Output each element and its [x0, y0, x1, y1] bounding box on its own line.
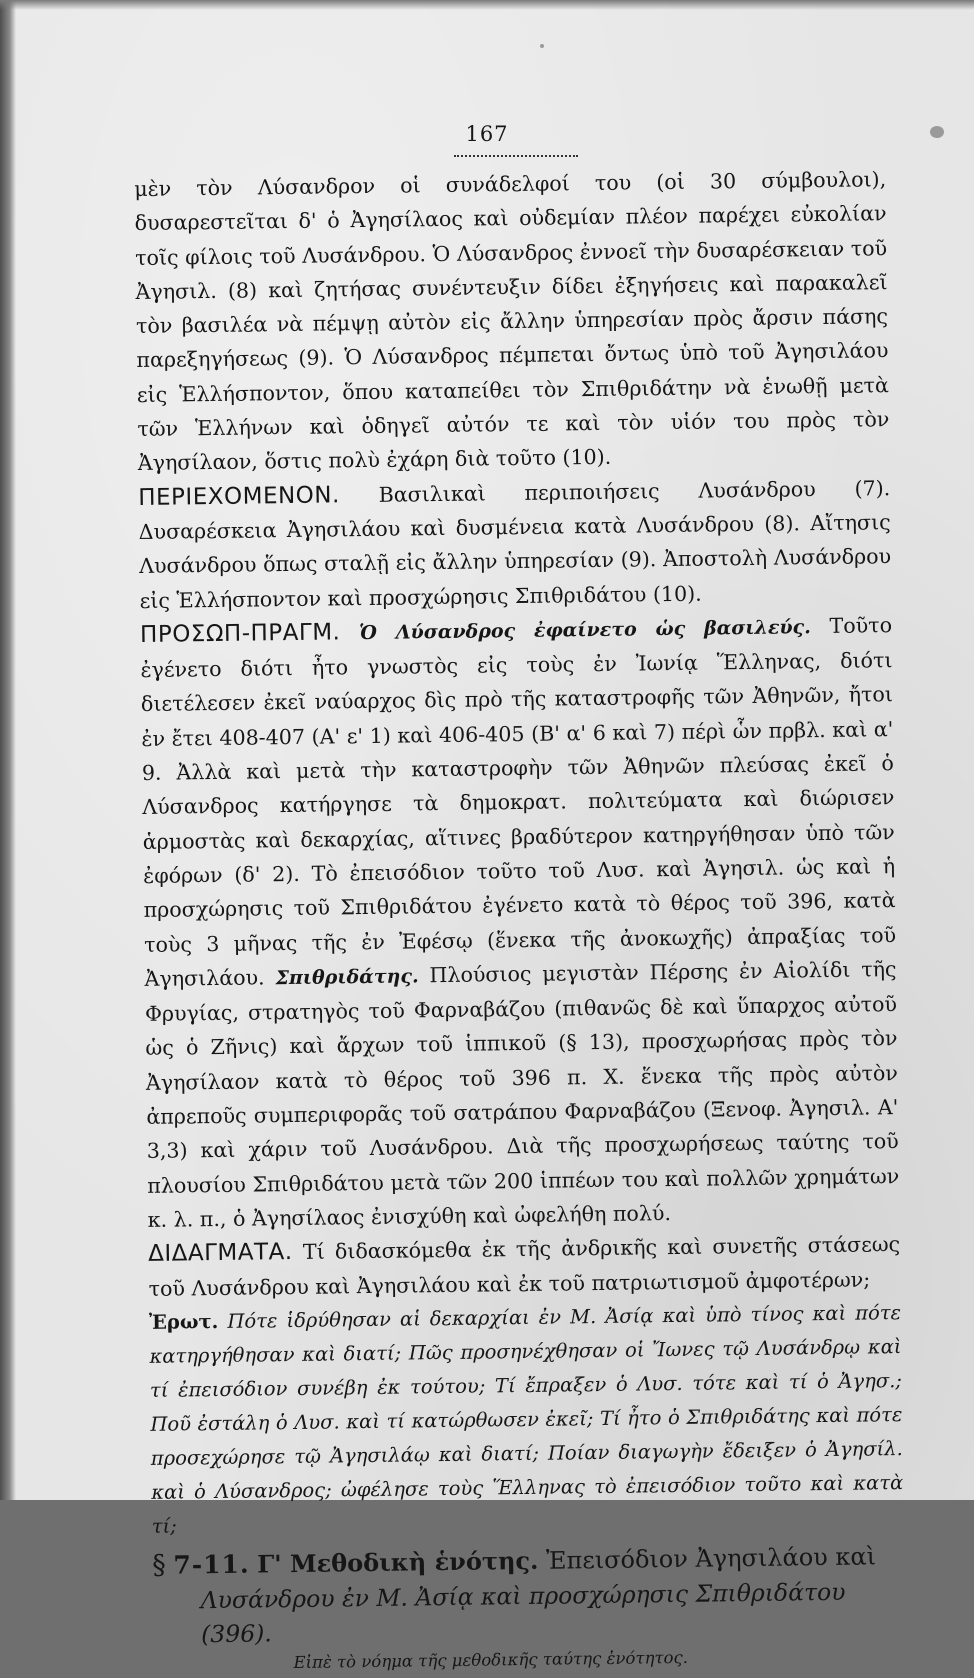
didagmata-text: Τί διδασκόμεθα ἐκ τῆς ἀνδρικῆς καὶ συνετῆς στάσεως τοῦ Λυσάνδρου καὶ Ἀγησιλάου καὶ ἐκ τοῦ πατριωτισμοῦ ἀμφοτέρων;	[148, 1232, 901, 1301]
text-block	[134, 162, 906, 1678]
paragraph-questions	[149, 1296, 904, 1544]
prosopo-text-2: Πλούσιος μεγιστὰν Πέρσης ἐν Αἰολίδι τῆς Φρυγίας, στρατηγὸς τοῦ Φαρναβάζου (πιθανῶς δὲ καὶ ὕπαρχος αὐτοῦ ὡς ὁ Ζῆνις) καὶ ἄρχων τοῦ ἱππικοῦ (§ 13), προσχωρήσας πρὸς τὸν Ἀγησίλαον κατὰ τὸ θέρος τοῦ 396 π. Χ. ἕνεκα τῆς πρὸς αὐτὸν ἀπρεποῦς συμπεριφορᾶς τοῦ σατράπου Φαρναβάζου (Ξενοφ. Ἀγησιλ. Α' 3,3) καὶ χάριν τοῦ Λυσάνδρου. Διὰ τῆς προσχωρήσεως ταύτης τοῦ πλουσίου Σπιθριδάτου μετὰ τῶν 200 ἱππέων του καὶ πολλῶν χρημάτων κ. λ. π., ὁ Ἀγησίλαος ἐνισχύθη καὶ ὠφελήθη πολύ.	[144, 956, 900, 1232]
prosopo-text-1: Τοῦτο ἐγένετο διότι ἦτο γνωστὸς εἰς τοὺς ἐν Ἰωνίᾳ Ἕλληνας, διότι διετέλεσεν ἐκεῖ ναύαρχος δὶς πρὸ τῆς καταστροφῆς τῶν Ἀθηνῶν, ἤτοι ἐν ἔτει 408-407 (Α' ε' 1) καὶ 406-405 (Β' α' 6 καὶ 7) πέρὶ ὧν πρβλ. καὶ α' 9. Ἀλλὰ καὶ μετὰ τὴν καταστροφὴν τῶν Ἀθηνῶν πλεύσας ἐκεῖ ὁ Λύσανδρος κατήργησε τὰ δημοκρατ. πολιτεύματα καὶ διώρισεν ἁρμοστὰς καὶ δεκαρχίας, αἵτινες βραδύτερον κατηργήθησαν ὑπὸ τῶν ἐφόρων (δ' 2). Τὸ ἐπεισόδιον τοῦτο τοῦ Λυσ. καὶ Ἀγησιλ. ὡς καὶ ἡ προσχώρησις τοῦ Σπιθριδάτου ἐγένετο κατὰ τὸ θέρος τοῦ 396, κατὰ τοὺς 3 μῆνας τῆς ἐν Ἐφέσῳ (ἕνεκα τῆς ἀνοκωχῆς) ἀπραξίας τοῦ Ἀγησιλάου.	[140, 612, 897, 991]
paragraph-intro: μὲν τὸν Λύσανδρον οἱ συνάδελφοί του (οἱ 30 σύμβουλοι), δυσαρεστεῖται δ' ὁ Ἀγησίλαος καὶ οὐδεμίαν πλέον παρέχει εὐκολίαν τοῖς φίλοις τοῦ Λυσάνδρου. Ὁ Λύσανδρος ἐννοεῖ τὴν δυσαρέσκειαν τοῦ Ἀγησιλ. (8) καὶ ζητήσας συνέντευξιν δίδει ἐξηγήσεις καὶ παρακαλεῖ τὸν βασιλέα νὰ πέμψῃ αὐτὸν εἰς ἄλλην ὑπηρεσίαν πρὸς ἄρσιν πάσης παρεξηγήσεως (9). Ὁ Λύσανδρος πέμπεται ὄντως ὑπὸ τοῦ Ἀγησιλάου εἰς Ἑλλήσποντον, ὅπου καταπείθει τὸν Σπιθριδάτην νὰ ἑνωθῇ μετὰ τῶν Ἑλλήνων καὶ ὁδηγεῖ αὐτόν τε καὶ τὸν υἱόν του πρὸς τὸν Ἀγησίλαον, ὅστις πολὺ ἐχάρη διὰ τοῦτο (10).	[134, 167, 890, 476]
section-number: 7-11.	[173, 1549, 250, 1580]
section-unit: Γ' Μεθοδικὴ ἑνότης.	[257, 1545, 539, 1579]
periexomenon-text: Βασιλικαὶ περιποιήσεις Λυσάνδρου (7). Δυσαρέσκεια Ἀγησιλάου καὶ δυσμένεια κατὰ Λυσάνδρου (8). Αἴτησις Λυσάνδρου ὅπως σταλῇ εἰς ἄλλην ὑπηρεσίαν (9). Ἀποστολὴ Λυσάνδρου εἰς Ἑλλήσποντον καὶ προσχώρησις Σπιθριδάτου (10).	[138, 475, 892, 613]
paragraph-periexomenon	[138, 471, 892, 618]
page-number: 167	[465, 122, 509, 146]
heading-prosopo-pragm: ΠΡΟΣΩΠ-ΠΡΑΓΜ.	[139, 619, 341, 648]
paragraph-didagmata	[148, 1227, 901, 1305]
questions-text: Πότε ἱδρύθησαν αἱ δεκαρχίαι ἐν Μ. Ἀσίᾳ καὶ ὑπὸ τίνος καὶ πότε κατηργήθησαν καὶ διατί; Πῶς προσηνέχθησαν οἱ Ἴωνες τῷ Λυσάνδρῳ καὶ τί ἐπεισόδιον συνέβη ἐκ τούτου; Τί ἔπραξεν ὁ Λυσ. τότε καὶ τί ὁ Ἀγησ.; Ποῦ ἐστάλη ὁ Λυσ. καὶ τί κατώρθωσεν ἐκεῖ; Τί ἦτο ὁ Σπιθριδάτης καὶ πότε προσεχώρησε τῷ Ἀγησιλάῳ καὶ διατί; Ποίαν διαγωγὴν ἔδειξεν ὁ Ἀγησίλ. καὶ ὁ Λύσανδρος; ὠφέλησε τοὺς Ἕλληνας τὸ ἐπεισόδιον τοῦτο καὶ κατὰ τί;	[149, 1300, 904, 1538]
section-title-line-1: Ἐπεισόδιον Ἀγησιλάου καὶ	[538, 1542, 877, 1575]
paper-speck	[540, 44, 544, 48]
section-title-line-2: Λυσάνδρου ἐν Μ. Ἀσίᾳ καὶ προσχώρησις Σπιθριδάτου (396).	[200, 1577, 846, 1649]
section-hint: Εἰπὲ τὸ νόημα τῆς μεθοδικῆς ταύτης ἑνότητος.	[293, 1647, 689, 1672]
heading-didagmata: ΔΙΔΑΓΜΑΤΑ.	[147, 1239, 293, 1268]
page-top-shadow	[0, 0, 974, 10]
prosopo-bold-title: Ὁ Λύσανδρος ἐφαίνετο ὡς βασιλεύς.	[359, 616, 811, 644]
questions-lead: Ἐρωτ.	[148, 1309, 219, 1334]
paragraph-prosopo	[140, 608, 900, 1237]
section-mark: §	[152, 1549, 166, 1581]
page-edge-shadow	[0, 0, 16, 1500]
page-number-rule	[454, 155, 578, 157]
heading-periexomenon: ΠΕΡΙΕΧΟΜΕΝΟΝ.	[138, 482, 340, 511]
prosopo-bold-spithridates: Σπιθριδάτης.	[275, 965, 419, 990]
